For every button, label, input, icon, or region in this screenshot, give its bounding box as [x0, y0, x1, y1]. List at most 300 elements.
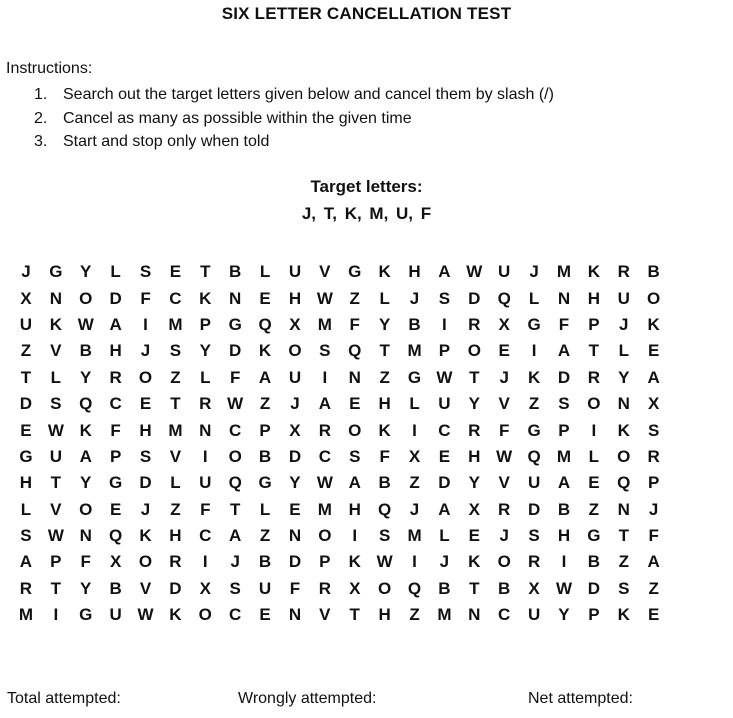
grid-letter[interactable]: W	[227, 394, 244, 414]
grid-letter[interactable]: W	[47, 420, 64, 440]
grid-letter[interactable]: H	[468, 446, 481, 466]
grid-letter[interactable]: R	[468, 314, 481, 334]
grid-letter[interactable]: V	[498, 473, 510, 493]
grid-letter[interactable]: Z	[259, 526, 271, 546]
grid-letter[interactable]: U	[258, 578, 272, 598]
grid-letter[interactable]: A	[19, 552, 33, 572]
grid-letter[interactable]: O	[378, 578, 392, 598]
grid-letter[interactable]: S	[438, 288, 451, 308]
grid-letter[interactable]: U	[527, 605, 541, 625]
grid-letter[interactable]: D	[169, 578, 182, 598]
grid-letter[interactable]: F	[558, 314, 570, 334]
grid-letter[interactable]: E	[20, 420, 32, 440]
grid-letter[interactable]: N	[288, 526, 302, 546]
grid-letter[interactable]: H	[19, 473, 33, 493]
grid-letter[interactable]: E	[259, 288, 271, 308]
grid-letter[interactable]: R	[169, 552, 182, 572]
grid-letter[interactable]: B	[378, 473, 391, 493]
grid-letter[interactable]: P	[319, 552, 331, 572]
grid-letter[interactable]: S	[169, 341, 182, 361]
grid-letter[interactable]: X	[349, 578, 361, 598]
grid-letter[interactable]: N	[229, 288, 242, 308]
grid-letter[interactable]: F	[110, 420, 121, 440]
grid-letter[interactable]: Z	[259, 394, 271, 414]
grid-letter[interactable]: I	[202, 446, 208, 466]
grid-letter[interactable]: M	[18, 605, 34, 625]
grid-letter[interactable]: C	[229, 605, 242, 625]
grid-letter[interactable]: Q	[497, 288, 511, 308]
grid-letter[interactable]: S	[349, 446, 361, 466]
grid-letter[interactable]: B	[79, 341, 92, 361]
grid-letter[interactable]: Z	[648, 578, 659, 598]
grid-letter[interactable]: E	[109, 499, 122, 519]
grid-letter[interactable]: C	[199, 526, 212, 546]
grid-letter[interactable]: X	[109, 552, 122, 572]
grid-letter[interactable]: Z	[379, 367, 390, 387]
grid-letter[interactable]: Z	[20, 341, 32, 361]
grid-letter[interactable]: R	[19, 578, 33, 598]
grid-letter[interactable]: N	[617, 499, 630, 519]
grid-letter[interactable]: O	[79, 499, 93, 519]
grid-letter[interactable]: U	[288, 262, 302, 282]
grid-letter[interactable]: M	[168, 314, 183, 334]
grid-letter[interactable]: M	[407, 526, 422, 546]
grid-letter[interactable]: Y	[80, 367, 92, 387]
grid-letter[interactable]: H	[348, 499, 361, 519]
grid-letter[interactable]: Q	[617, 473, 631, 493]
grid-letter[interactable]: S	[229, 578, 241, 598]
grid-letter[interactable]: L	[588, 446, 600, 466]
grid-letter[interactable]: O	[138, 367, 153, 387]
grid-letter[interactable]: G	[49, 262, 63, 282]
grid-letter[interactable]: B	[258, 552, 272, 572]
grid-letter[interactable]: H	[408, 262, 421, 282]
grid-letter[interactable]: L	[259, 262, 271, 282]
grid-letter[interactable]: O	[79, 288, 93, 308]
grid-letter[interactable]: Z	[409, 473, 420, 493]
grid-letter[interactable]: Y	[199, 341, 211, 361]
grid-letter[interactable]: H	[169, 526, 182, 546]
grid-letter[interactable]: O	[348, 420, 362, 440]
grid-letter[interactable]: S	[20, 526, 32, 546]
grid-letter[interactable]: Y	[289, 473, 301, 493]
grid-letter[interactable]: R	[318, 420, 331, 440]
grid-letter[interactable]: A	[348, 473, 361, 493]
grid-letter[interactable]: I	[412, 552, 417, 572]
grid-letter[interactable]: P	[588, 605, 600, 625]
grid-letter[interactable]: T	[469, 578, 480, 598]
grid-letter[interactable]: K	[169, 605, 182, 625]
grid-letter[interactable]: O	[318, 526, 332, 546]
grid-letter[interactable]: Z	[170, 367, 181, 387]
grid-letter[interactable]: J	[648, 499, 659, 519]
grid-letter[interactable]: A	[647, 367, 660, 387]
grid-letter[interactable]: O	[228, 446, 242, 466]
grid-letter[interactable]: S	[50, 394, 62, 414]
grid-letter[interactable]: W	[466, 262, 483, 282]
grid-letter[interactable]: S	[618, 578, 630, 598]
grid-letter[interactable]: C	[169, 288, 182, 308]
grid-letter[interactable]: I	[531, 341, 537, 361]
grid-letter[interactable]: J	[409, 288, 420, 308]
grid-letter[interactable]: V	[50, 499, 62, 519]
grid-letter[interactable]: I	[53, 605, 59, 625]
grid-letter[interactable]: Z	[349, 288, 360, 308]
grid-letter[interactable]: P	[199, 314, 211, 334]
grid-letter[interactable]: K	[378, 420, 391, 440]
grid-letter[interactable]: D	[19, 394, 33, 414]
grid-letter[interactable]: D	[229, 341, 242, 361]
grid-letter[interactable]: A	[438, 499, 451, 519]
grid-letter[interactable]: R	[468, 420, 481, 440]
grid-letter[interactable]: N	[49, 288, 62, 308]
grid-letter[interactable]: B	[557, 499, 571, 519]
grid-letter[interactable]: B	[109, 578, 122, 598]
grid-letter[interactable]: V	[319, 262, 331, 282]
grid-letter[interactable]: W	[316, 473, 333, 493]
grid-letter[interactable]: M	[317, 499, 332, 519]
grid-letter[interactable]: H	[139, 420, 152, 440]
grid-letter[interactable]: Z	[409, 605, 420, 625]
grid-letter[interactable]: U	[109, 605, 122, 625]
grid-letter[interactable]: D	[139, 473, 152, 493]
grid-letter[interactable]: S	[378, 526, 391, 546]
grid-letter[interactable]: H	[587, 288, 600, 308]
grid-letter[interactable]: N	[199, 420, 212, 440]
grid-letter[interactable]: T	[170, 394, 181, 414]
grid-letter[interactable]: K	[617, 420, 630, 440]
grid-letter[interactable]: Y	[80, 473, 92, 493]
grid-letter[interactable]: R	[527, 552, 541, 572]
grid-letter[interactable]: P	[647, 473, 660, 493]
grid-letter[interactable]: V	[169, 446, 182, 466]
grid-letter[interactable]: U	[49, 446, 62, 466]
grid-letter[interactable]: X	[408, 446, 421, 466]
grid-letter[interactable]: I	[412, 420, 417, 440]
grid-letter[interactable]: U	[527, 473, 541, 493]
grid-letter[interactable]: V	[139, 578, 152, 598]
grid-letter[interactable]: I	[322, 367, 328, 387]
grid-letter[interactable]: T	[50, 473, 62, 493]
grid-letter[interactable]: W	[496, 446, 513, 466]
grid-letter[interactable]: L	[439, 526, 450, 546]
grid-letter[interactable]: V	[50, 341, 62, 361]
grid-letter[interactable]: G	[79, 605, 93, 625]
grid-letter[interactable]: G	[348, 262, 362, 282]
grid-letter[interactable]: Z	[170, 499, 181, 519]
grid-letter[interactable]: L	[200, 367, 211, 387]
grid-letter[interactable]: X	[289, 314, 301, 334]
grid-letter[interactable]: Y	[80, 578, 92, 598]
grid-letter[interactable]: P	[50, 552, 62, 572]
grid-letter[interactable]: K	[587, 262, 600, 282]
grid-letter[interactable]: E	[647, 341, 660, 361]
grid-letter[interactable]: D	[527, 499, 541, 519]
grid-letter[interactable]: U	[19, 314, 33, 334]
grid-letter[interactable]: E	[259, 605, 271, 625]
grid-letter[interactable]: R	[647, 446, 660, 466]
grid-letter[interactable]: G	[527, 314, 541, 334]
grid-letter[interactable]: D	[288, 552, 302, 572]
grid-letter[interactable]: L	[259, 499, 271, 519]
grid-letter[interactable]: W	[47, 526, 64, 546]
grid-letter[interactable]: Y	[378, 314, 391, 334]
grid-letter[interactable]: R	[587, 367, 600, 387]
grid-letter[interactable]: M	[556, 446, 572, 466]
grid-letter[interactable]: A	[258, 367, 272, 387]
grid-letter[interactable]: E	[289, 499, 301, 519]
grid-letter[interactable]: S	[558, 394, 570, 414]
grid-letter[interactable]: T	[20, 367, 32, 387]
grid-letter[interactable]: U	[617, 288, 630, 308]
grid-letter[interactable]: N	[557, 288, 571, 308]
grid-letter[interactable]: H	[378, 605, 391, 625]
grid-letter[interactable]: Z	[588, 499, 600, 519]
grid-letter[interactable]: Y	[618, 367, 630, 387]
grid-letter[interactable]: L	[379, 288, 390, 308]
grid-letter[interactable]: K	[378, 262, 391, 282]
grid-letter[interactable]: D	[288, 446, 302, 466]
grid-letter[interactable]: X	[20, 288, 32, 308]
grid-letter[interactable]: T	[618, 526, 629, 546]
grid-letter[interactable]: X	[647, 394, 660, 414]
grid-letter[interactable]: O	[497, 552, 511, 572]
grid-letter[interactable]: P	[588, 314, 600, 334]
grid-letter[interactable]: X	[289, 420, 301, 440]
grid-letter[interactable]: E	[169, 262, 182, 282]
grid-letter[interactable]: D	[557, 367, 571, 387]
grid-letter[interactable]: S	[528, 526, 540, 546]
grid-letter[interactable]: C	[438, 420, 451, 440]
grid-letter[interactable]: X	[199, 578, 211, 598]
grid-letter[interactable]: L	[110, 262, 121, 282]
grid-letter[interactable]: N	[79, 526, 92, 546]
grid-letter[interactable]: M	[407, 341, 422, 361]
grid-letter[interactable]: K	[617, 605, 630, 625]
grid-letter[interactable]: R	[109, 367, 122, 387]
grid-letter[interactable]: Q	[407, 578, 422, 598]
grid-letter[interactable]: I	[202, 552, 208, 572]
grid-letter[interactable]: U	[498, 262, 511, 282]
grid-letter[interactable]: E	[588, 473, 600, 493]
grid-letter[interactable]: A	[438, 262, 451, 282]
grid-letter[interactable]: G	[109, 473, 123, 493]
grid-letter[interactable]: B	[498, 578, 511, 598]
grid-letter[interactable]: X	[528, 578, 540, 598]
grid-letter[interactable]: K	[139, 526, 152, 546]
grid-letter[interactable]: S	[139, 446, 152, 466]
grid-letter[interactable]: R	[617, 262, 630, 282]
grid-letter[interactable]: K	[49, 314, 62, 334]
grid-letter[interactable]: H	[288, 288, 302, 308]
grid-letter[interactable]: K	[647, 314, 660, 334]
grid-letter[interactable]: I	[591, 420, 597, 440]
grid-letter[interactable]: B	[408, 314, 421, 334]
grid-letter[interactable]: A	[647, 552, 660, 572]
grid-letter[interactable]: O	[198, 605, 212, 625]
grid-letter[interactable]: F	[200, 499, 211, 519]
grid-letter[interactable]: F	[140, 288, 151, 308]
grid-letter[interactable]: T	[349, 605, 360, 625]
grid-letter[interactable]: W	[555, 578, 572, 598]
grid-letter[interactable]: T	[469, 367, 480, 387]
grid-letter[interactable]: Z	[618, 552, 629, 572]
grid-letter[interactable]: N	[468, 605, 481, 625]
grid-letter[interactable]: E	[468, 526, 480, 546]
grid-letter[interactable]: M	[556, 262, 572, 282]
grid-letter[interactable]: L	[170, 473, 181, 493]
grid-letter[interactable]: Q	[109, 526, 123, 546]
grid-letter[interactable]: G	[407, 367, 422, 387]
grid-letter[interactable]: L	[618, 341, 629, 361]
grid-letter[interactable]: O	[647, 288, 661, 308]
grid-letter[interactable]: R	[498, 499, 511, 519]
grid-letter[interactable]: I	[442, 314, 447, 334]
grid-letter[interactable]: G	[19, 446, 33, 466]
grid-letter[interactable]: S	[319, 341, 331, 361]
grid-letter[interactable]: C	[109, 394, 122, 414]
grid-letter[interactable]: U	[199, 473, 212, 493]
grid-letter[interactable]: W	[137, 605, 154, 625]
grid-letter[interactable]: E	[349, 394, 361, 414]
grid-letter[interactable]: F	[289, 578, 301, 598]
grid-letter[interactable]: L	[409, 394, 420, 414]
grid-letter[interactable]: O	[138, 552, 153, 572]
grid-letter[interactable]: J	[290, 394, 300, 414]
grid-letter[interactable]: G	[527, 420, 541, 440]
grid-letter[interactable]: P	[109, 446, 122, 466]
grid-letter[interactable]: F	[80, 552, 91, 572]
grid-letter[interactable]: Y	[558, 605, 570, 625]
grid-letter[interactable]: D	[109, 288, 122, 308]
grid-letter[interactable]: D	[438, 473, 451, 493]
grid-letter[interactable]: K	[348, 552, 361, 572]
grid-letter[interactable]: E	[647, 605, 660, 625]
grid-letter[interactable]: Q	[348, 341, 362, 361]
grid-letter[interactable]: O	[467, 341, 481, 361]
grid-letter[interactable]: N	[288, 605, 302, 625]
grid-letter[interactable]: X	[498, 314, 510, 334]
grid-letter[interactable]: W	[436, 367, 453, 387]
grid-letter[interactable]: J	[619, 314, 629, 334]
grid-letter[interactable]: X	[468, 499, 480, 519]
grid-letter[interactable]: I	[352, 526, 358, 546]
grid-letter[interactable]: A	[557, 341, 571, 361]
grid-letter[interactable]: P	[438, 341, 451, 361]
grid-letter[interactable]: Q	[258, 314, 272, 334]
grid-letter[interactable]: H	[109, 341, 122, 361]
grid-letter[interactable]: B	[438, 578, 451, 598]
grid-letter[interactable]: P	[259, 420, 271, 440]
grid-letter[interactable]: L	[20, 499, 32, 519]
grid-letter[interactable]: F	[648, 526, 659, 546]
grid-letter[interactable]: R	[199, 394, 212, 414]
grid-letter[interactable]: A	[109, 314, 122, 334]
grid-letter[interactable]: O	[288, 341, 302, 361]
grid-letter[interactable]: D	[587, 578, 600, 598]
grid-letter[interactable]: E	[498, 341, 510, 361]
grid-letter[interactable]: O	[617, 446, 631, 466]
grid-letter[interactable]: K	[527, 367, 541, 387]
grid-letter[interactable]: R	[318, 578, 331, 598]
grid-letter[interactable]: S	[139, 262, 152, 282]
grid-letter[interactable]: U	[288, 367, 302, 387]
grid-letter[interactable]: O	[587, 394, 601, 414]
grid-letter[interactable]: J	[529, 262, 539, 282]
grid-letter[interactable]: W	[316, 288, 333, 308]
grid-letter[interactable]: M	[317, 314, 332, 334]
grid-letter[interactable]: Q	[79, 394, 93, 414]
grid-letter[interactable]: A	[318, 394, 331, 414]
grid-letter[interactable]: H	[378, 394, 391, 414]
grid-letter[interactable]: W	[77, 314, 94, 334]
grid-letter[interactable]: Z	[528, 394, 540, 414]
grid-letter[interactable]: H	[557, 526, 571, 546]
grid-letter[interactable]: B	[258, 446, 272, 466]
grid-letter[interactable]: J	[140, 341, 151, 361]
grid-letter[interactable]: J	[499, 526, 509, 546]
grid-letter[interactable]: J	[230, 552, 240, 572]
grid-letter[interactable]: F	[349, 314, 360, 334]
grid-letter[interactable]: Y	[468, 473, 480, 493]
grid-letter[interactable]: Y	[468, 394, 480, 414]
grid-letter[interactable]: K	[79, 420, 92, 440]
grid-letter[interactable]: J	[140, 499, 151, 519]
grid-letter[interactable]: D	[468, 288, 481, 308]
grid-letter[interactable]: G	[587, 526, 601, 546]
grid-letter[interactable]: B	[229, 262, 242, 282]
grid-letter[interactable]: L	[50, 367, 62, 387]
grid-letter[interactable]: F	[379, 446, 390, 466]
grid-letter[interactable]: N	[617, 394, 630, 414]
grid-letter[interactable]: B	[587, 552, 600, 572]
grid-letter[interactable]: T	[379, 341, 390, 361]
grid-letter[interactable]: F	[229, 367, 241, 387]
grid-letter[interactable]: T	[229, 499, 241, 519]
grid-letter[interactable]: M	[437, 605, 452, 625]
grid-letter[interactable]: S	[647, 420, 660, 440]
grid-letter[interactable]: E	[139, 394, 152, 414]
grid-letter[interactable]: E	[438, 446, 451, 466]
grid-letter[interactable]: V	[319, 605, 331, 625]
grid-letter[interactable]: B	[647, 262, 660, 282]
grid-letter[interactable]: C	[498, 605, 511, 625]
grid-letter[interactable]: T	[200, 262, 211, 282]
grid-letter[interactable]: K	[468, 552, 481, 572]
grid-letter[interactable]: V	[498, 394, 510, 414]
grid-letter[interactable]: J	[21, 262, 31, 282]
grid-letter[interactable]: T	[50, 578, 62, 598]
grid-letter[interactable]: I	[561, 552, 567, 572]
grid-letter[interactable]: W	[376, 552, 393, 572]
grid-letter[interactable]: Q	[527, 446, 541, 466]
grid-letter[interactable]: G	[228, 314, 242, 334]
grid-letter[interactable]: Q	[228, 473, 242, 493]
grid-letter[interactable]: C	[318, 446, 331, 466]
grid-letter[interactable]: J	[409, 499, 420, 519]
grid-letter[interactable]: P	[558, 420, 570, 440]
grid-letter[interactable]: J	[439, 552, 450, 572]
grid-letter[interactable]: G	[258, 473, 272, 493]
grid-letter[interactable]: Q	[378, 499, 392, 519]
grid-letter[interactable]: K	[199, 288, 212, 308]
grid-letter[interactable]: N	[348, 367, 361, 387]
grid-letter[interactable]: K	[258, 341, 272, 361]
grid-letter[interactable]: F	[499, 420, 510, 440]
grid-letter[interactable]: Y	[80, 262, 92, 282]
grid-letter[interactable]: L	[528, 288, 540, 308]
grid-letter[interactable]: I	[143, 314, 148, 334]
